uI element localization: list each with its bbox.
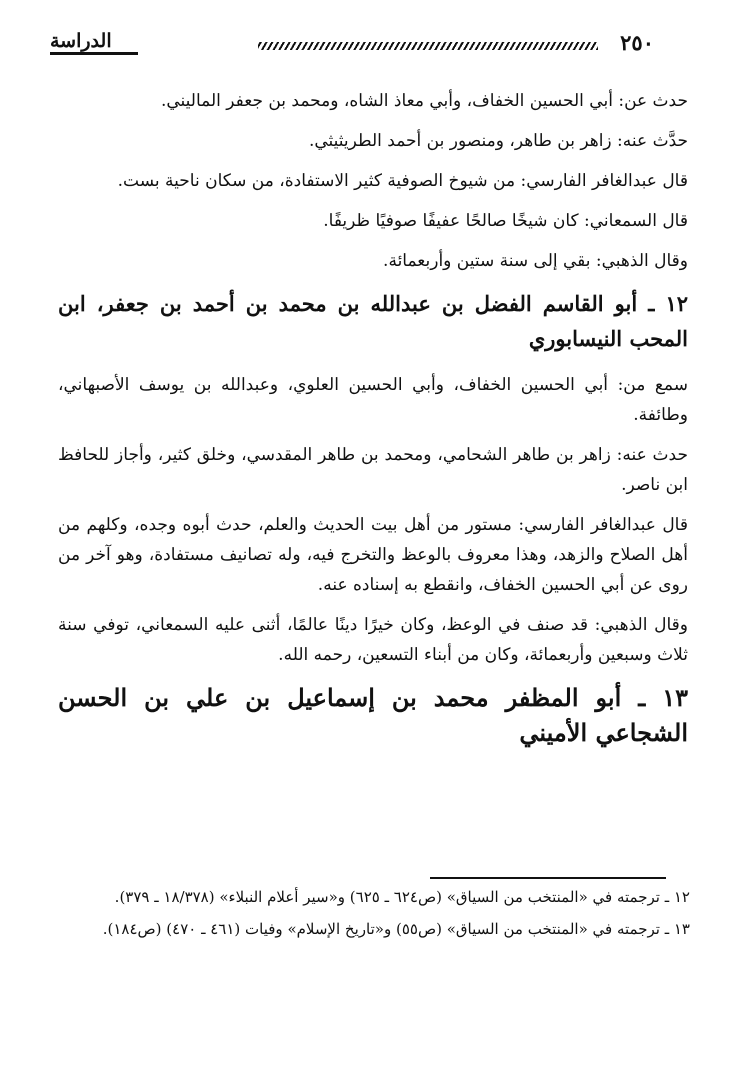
paragraph-heard-from: سمع من: أبي الحسين الخفاف، وأبي الحسين العلوي، وعبدالله بن يوسف الأصبهاني، وطائفة. xyxy=(58,375,688,425)
footnotes xyxy=(58,885,690,941)
paragraph-narrated-by-12: حدث عنه: زاهر بن طاهر الشحامي، ومحمد بن طاهر المقدسي، وخلق كثير، وأجاز للحافظ ابن ناصر. xyxy=(58,445,688,495)
section-title: الدراسة xyxy=(50,30,112,52)
paragraph-dhahabi-12: وقال الذهبي: قد صنف في الوعظ، وكان خيرًا دينًا عالمًا، أثنى عليه السمعاني، توفي سنة ثلاث وسبعين وأربعمائة، وكان من أبناء التسعين، رحمه الله. xyxy=(58,615,688,665)
paragraph-abdulghafir: قال عبدالغافر الفارسي: من شيوخ الصوفية كثير الاستفادة، من سكان ناحية بست. xyxy=(117,171,688,191)
header-rule xyxy=(258,42,598,50)
footnote-12: ١٢ ـ ترجمته في «المنتخب من السياق» (ص٦٢٤ ـ ٦٢٥) و«سير أعلام النبلاء» (١٨/٣٧٨ ـ ٣٧٩). xyxy=(114,888,690,906)
paragraph-narrated-by: حدَّث عنه: زاهر بن طاهر، ومنصور بن أحمد الطريثيثي. xyxy=(308,131,688,151)
paragraph-narrated-from: حدث عن: أبي الحسين الخفاف، وأبي معاذ الشاه، ومحمد بن جعفر الماليني. xyxy=(160,91,688,111)
section-title-underline xyxy=(50,52,138,55)
biography-heading-13: ١٣ ـ أبو المظفر محمد بن إسماعيل بن علي بن الحسن الشجاعي الأميني xyxy=(58,683,688,747)
page-number: ٢٥٠ xyxy=(620,30,654,55)
paragraph-samani: قال السمعاني: كان شيخًا صالحًا عفيفًا صوفيًا ظريفًا. xyxy=(323,211,688,231)
biography-heading-12: ١٢ ـ أبو القاسم الفضل بن عبدالله بن محمد بن أحمد بن جعفر، ابن المحب النيسابوري xyxy=(58,291,688,351)
footnote-13: ١٣ ـ ترجمته في «المنتخب من السياق» (ص٥٥) و«تاريخ الإسلام» وفيات (٤٦١ ـ ٤٧٠) (ص١٨٤). xyxy=(102,920,690,938)
page-body xyxy=(58,86,688,750)
paragraph-abdulghafir-12: قال عبدالغافر الفارسي: مستور من أهل بيت الحديث والعلم، حدث أبوه وجده، وكلهم من أهل الصلاح والزهد، وهذا معروف بالوعظ والتخرج فيه، وله تصانيف مستفادة، وهو آخر من روى عن أبي الحسين الخفاف، وانقطع به إسناده عنه. xyxy=(58,515,688,595)
footnote-separator xyxy=(430,877,666,879)
paragraph-dhahabi: وقال الذهبي: بقي إلى سنة ستين وأربعمائة. xyxy=(383,251,688,271)
